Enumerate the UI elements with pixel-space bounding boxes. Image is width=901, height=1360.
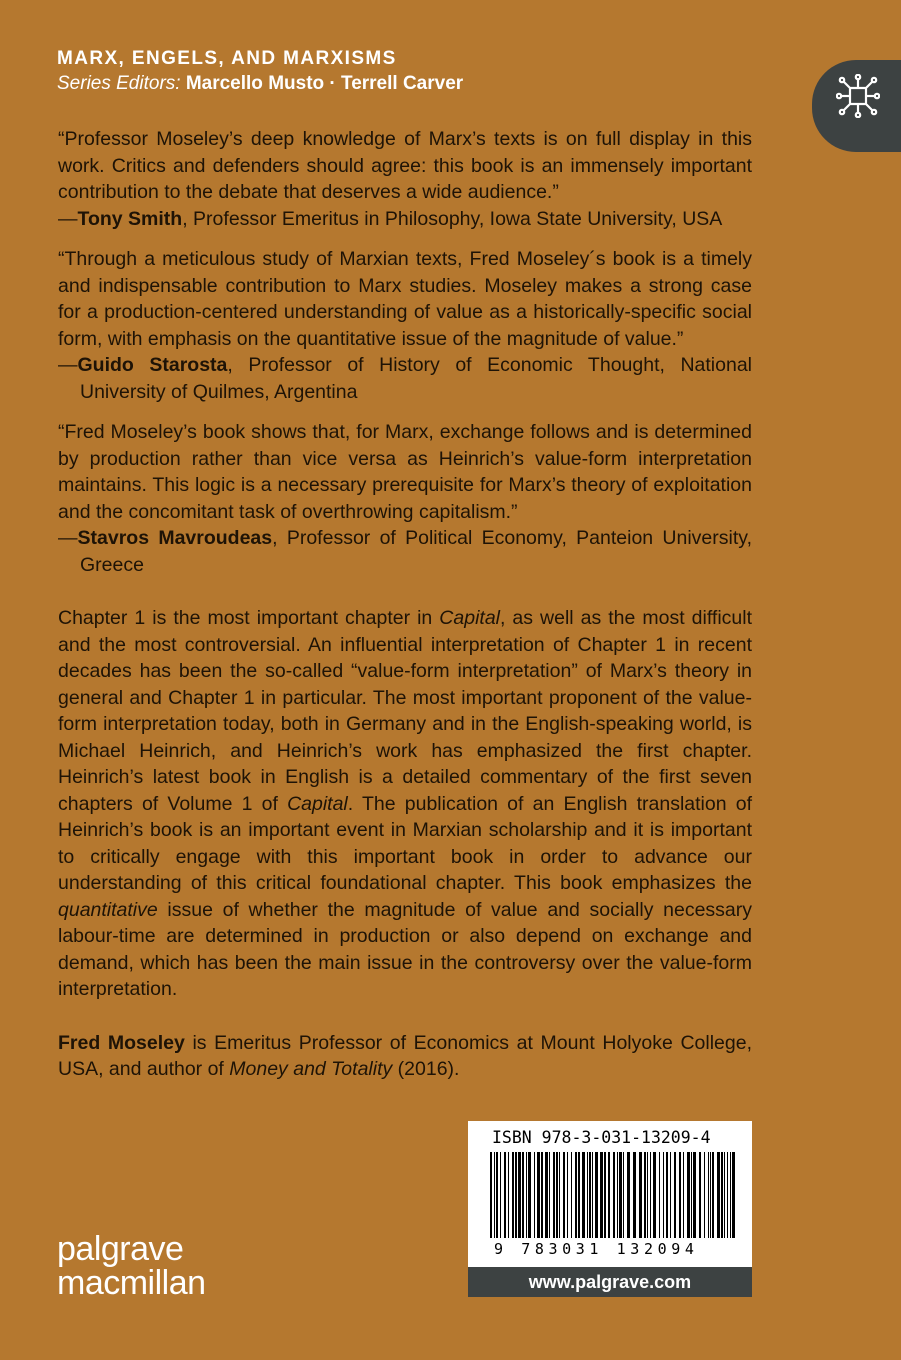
barcode-bar [504,1152,506,1238]
barcode-bar [650,1152,651,1238]
barcode-bar [589,1152,591,1238]
barcode-bar [708,1152,709,1238]
barcode-bar [712,1152,714,1238]
barcode-bar [721,1152,723,1238]
barcode-bar [659,1152,660,1238]
barcode-digits: 9 783031 132094 [494,1240,699,1258]
barcode-bar [604,1152,606,1238]
barcode-bar [674,1152,676,1238]
barcode-bar [559,1152,560,1238]
back-cover-text [58,126,752,1083]
barcode-bar [608,1152,610,1238]
barcode-bar [691,1152,692,1238]
barcode-bar [575,1152,577,1238]
endorsement [58,246,752,405]
barcode-bar [528,1152,531,1238]
barcode-bar [515,1152,517,1238]
isbn-label: ISBN 978-3-031-13209-4 [492,1128,711,1147]
barcode-bar [567,1152,568,1238]
barcode-bar [595,1152,598,1238]
endorsement-text: “Fred Moseley’s book shows that, for Marx, exchange follows and is determined by production rather than vice versa as Heinrich’s value-form interpretation maintains. This logic is a necessary prerequisite for Marx’s theory of exploitation and the concomitant task of overthrowing capitalism.” [58,421,752,523]
barcode-bar [617,1152,618,1238]
barcode-bar [704,1152,705,1238]
barcode-bar [556,1152,558,1238]
barcode-bar [526,1152,527,1238]
endorser-name: Tony Smith [77,207,183,230]
barcode-bar [549,1152,550,1238]
endorsement-text: “Through a meticulous study of Marxian texts, Fred Moseley´s book is a timely and indispensable contribution to Marx studies. Moseley makes a strong case for a production-centered understanding of value as a historically-specific social form, with emphasis on the quantitative issue of the magnitude of value.” [58,248,752,350]
barcode-bar [619,1152,622,1238]
barcode-bar [710,1152,711,1238]
barcode-bar [693,1152,696,1238]
series-title: MARX, ENGELS, AND MARXISMS [57,48,397,69]
logo-palgrave: palgrave [57,1230,184,1268]
barcode-bar [679,1152,681,1238]
endorsement-attribution: —Guido Starosta, Professor of History of Economic Thought, National University of Quilmes, Argentina [58,354,752,403]
barcode-bar [508,1152,509,1238]
barcode-bar [647,1152,648,1238]
barcode-bar [600,1152,603,1238]
barcode-bar [534,1152,535,1238]
series-editors-names: Marcello Musto · Terrell Carver [185,73,464,94]
endorsement-text: “Professor Moseley’s deep knowledge of Marx’s texts is on full display in this work. Critics and defenders should agree: this book is an immensely important contribution to the debate that deserves a wide audience.” [58,128,752,203]
barcode-bar [639,1152,642,1238]
barcode-bar [494,1152,495,1238]
barcode-bar [644,1152,646,1238]
barcode-bar [613,1152,615,1238]
barcode-bar [727,1152,728,1238]
publisher-badge [812,60,901,152]
barcode-bar [623,1152,624,1238]
publisher-logo [57,1232,206,1300]
barcode-bar [683,1152,684,1238]
barcode-bar [545,1152,548,1238]
barcode-bar [522,1152,524,1238]
barcode-bar [717,1152,720,1238]
book-description: Chapter 1 is the most important chapter in Capital, as well as the most difficult and the most controversial. An influential interpretation of Chapter 1 in recent decades has been the so-called “value-form interpretation” of Marx’s theory in general and Chapter 1 in particular. The most important proponent of the value-form interpretation today, both in Germany and in the English-speaking world, is Michael Heinrich, and Heinrich’s work has emphasized the first chapter. Heinrich’s latest book in English is a detailed commentary of the first seven chapters of Volume 1 of Capital. The publication of an English translation of Heinrich’s book is an important event in Marxian scholarship and it is important to critically engage with this important book in order to advance our understanding of this critical foundational chapter. This book emphasizes the quantitative issue of whether the magnitude of value and socially necessary labour-time are determined in production or also depend on exchange and demand, which has been the main issue in the controversy over the value-form interpretation. [58,607,752,1000]
barcode-bar [699,1152,701,1238]
endorsement [58,126,752,232]
barcode-bar [627,1152,630,1238]
barcode [488,1152,738,1244]
barcode-bar [666,1152,668,1238]
barcode-bar [724,1152,725,1238]
barcode-bar [633,1152,636,1238]
barcode-bar [518,1152,521,1238]
barcode-bar [587,1152,588,1238]
barcode-bar [663,1152,664,1238]
endorser-name: Guido Starosta [77,354,228,376]
barcode-bar [496,1152,498,1238]
endorsement-attribution: —Stavros Mavroudeas, Professor of Political Economy, Panteion University, Greece [58,527,752,576]
logo-macmillan: macmillan [57,1264,206,1302]
isbn-barcode-box [468,1121,752,1267]
endorsement [58,419,752,578]
palgrave-network-icon [836,74,880,118]
author-bio: Fred Moseley is Emeritus Professor of Economics at Mount Holyoke College, USA, and author of Money and Totality (2016). [58,1031,752,1080]
barcode-bar [582,1152,585,1238]
barcode-bar [730,1152,731,1238]
barcode-bar [563,1152,565,1238]
series-editors-label: Series Editors: [57,73,181,94]
barcode-bar [653,1152,656,1238]
barcode-bar [537,1152,540,1238]
endorser-name: Stavros Mavroudeas [77,527,273,549]
barcode-bar [578,1152,580,1238]
series-editors [57,73,463,95]
endorsement-attribution: —Tony Smith, Professor Emeritus in Philosophy, Iowa State University, USA [58,207,723,230]
barcode-bar [571,1152,572,1238]
barcode-bar [687,1152,690,1238]
barcode-bar [490,1152,492,1238]
barcode-bar [592,1152,593,1238]
author-name: Fred Moseley [58,1031,185,1054]
barcode-bar [500,1152,501,1238]
publisher-website: www.palgrave.com [468,1267,752,1297]
barcode-bar [732,1152,735,1238]
barcode-bar [512,1152,514,1238]
barcode-bar [553,1152,555,1238]
barcode-bar [670,1152,671,1238]
barcode-bar [541,1152,543,1238]
